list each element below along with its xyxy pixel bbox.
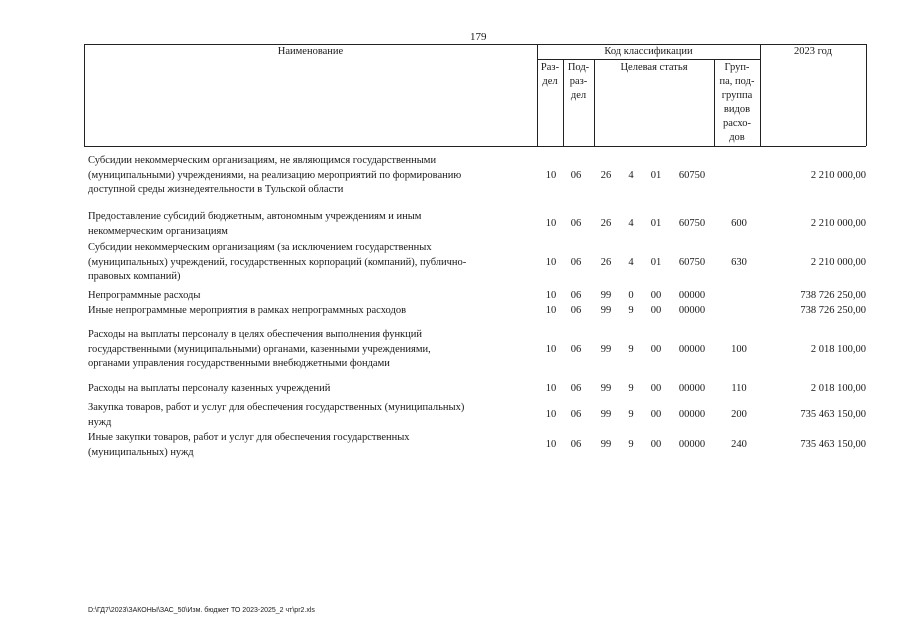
program-code-cell: 99	[600, 290, 612, 301]
program-code-cell: 26	[600, 218, 612, 230]
amount-2023-cell: 2 018 100,00	[810, 383, 866, 394]
direction-code-cell: 00000	[678, 439, 706, 451]
row-name	[88, 210, 533, 239]
main-event-code-cell: 01	[650, 169, 662, 181]
podrazdel-cell: 06	[570, 383, 582, 394]
main-event-code-cell: 00	[650, 439, 662, 451]
amount-2023-cell: 2 210 000,00	[810, 256, 866, 268]
row-name-line: Иные закупки товаров, работ и услуг для обеспечения государственных	[88, 432, 410, 443]
podrazdel-cell: 06	[570, 169, 582, 181]
podrazdel-cell: 06	[570, 256, 582, 268]
subprogram-code-cell: 9	[628, 343, 634, 355]
row-name	[88, 328, 533, 372]
row-name	[88, 289, 533, 304]
row-name-line: Субсидии некоммерческим организациям, не являющимся государственными	[88, 155, 437, 166]
page-number: 179	[470, 31, 487, 43]
row-name-line: правовых компаний)	[88, 271, 181, 282]
program-code-cell: 99	[600, 409, 612, 421]
razdel-cell: 10	[545, 169, 557, 181]
expense-type-cell: 110	[731, 383, 747, 394]
row-name-line: Расходы на выплаты персоналу в целях обеспечения выполнения функций	[88, 329, 423, 340]
row-name-line: Иные непрограммные мероприятия в рамках непрограммных расходов	[88, 305, 407, 316]
program-code-cell: 26	[600, 256, 612, 268]
row-name-line: (муниципальных) учреждений, государственных корпораций (компаний), публично-	[88, 256, 467, 268]
table-row	[0, 154, 905, 198]
amount-2023-cell: 735 463 150,00	[800, 439, 866, 451]
razdel-cell: 10	[545, 383, 557, 394]
row-name-line: некоммерческим организациям	[88, 225, 228, 237]
row-name	[88, 382, 533, 397]
amount-2023-cell: 2 210 000,00	[810, 169, 866, 181]
table-row	[0, 382, 905, 397]
podrazdel-cell: 06	[570, 290, 582, 301]
amount-2023-cell: 738 726 250,00	[800, 305, 866, 316]
subprogram-code-cell: 9	[628, 409, 634, 421]
podrazdel-cell: 06	[570, 439, 582, 451]
header-target-article: Целевая статья	[620, 62, 688, 73]
amount-2023-cell: 2 018 100,00	[810, 343, 866, 355]
header-code: Код классификации	[604, 46, 693, 57]
subprogram-code-cell: 9	[628, 439, 634, 451]
razdel-cell: 10	[545, 290, 557, 301]
row-name-line: доступной среды жизнедеятельности в Тульской области	[88, 184, 344, 195]
main-event-code-cell: 00	[650, 343, 662, 355]
row-name-line: Расходы на выплаты персоналу казенных учреждений	[88, 383, 331, 394]
row-name	[88, 431, 533, 460]
row-name	[88, 154, 533, 198]
row-name-line: Закупка товаров, работ и услуг для обеспечения государственных (муниципальных)	[88, 402, 465, 413]
podrazdel-cell: 06	[570, 343, 582, 355]
table-row	[0, 431, 905, 460]
table-row	[0, 289, 905, 304]
program-code-cell: 99	[600, 439, 612, 451]
row-name-line: органами управления государственными внебюджетными фондами	[88, 358, 390, 369]
row-name-line: Субсидии некоммерческим организациям (за исключением государственных	[88, 242, 432, 253]
expense-type-cell: 240	[731, 439, 747, 451]
subprogram-code-cell: 4	[628, 169, 634, 181]
row-name	[88, 401, 533, 430]
subprogram-code-cell: 4	[628, 256, 634, 268]
row-name	[88, 241, 533, 285]
main-event-code-cell: 00	[650, 409, 662, 421]
razdel-cell: 10	[545, 218, 557, 230]
main-event-code-cell: 01	[650, 256, 662, 268]
table-row	[0, 210, 905, 239]
header-name: Наименование	[277, 46, 344, 57]
header-year: 2023 год	[794, 46, 832, 57]
direction-code-cell: 00000	[678, 343, 706, 355]
row-name	[88, 304, 533, 319]
program-code-cell: 26	[600, 169, 612, 181]
table-row	[0, 304, 905, 319]
direction-code-cell: 60750	[678, 218, 706, 230]
row-name-line: Предоставление субсидий бюджетным, автономным учреждениям и иным	[88, 211, 422, 222]
expense-type-cell: 600	[731, 218, 747, 230]
razdel-cell: 10	[545, 409, 557, 421]
amount-2023-cell: 2 210 000,00	[810, 218, 866, 230]
podrazdel-cell: 06	[570, 218, 582, 230]
row-name-line: (муниципальных) нужд	[88, 446, 194, 458]
razdel-cell: 10	[545, 305, 557, 316]
subprogram-code-cell: 9	[628, 383, 634, 394]
podrazdel-cell: 06	[570, 409, 582, 421]
main-event-code-cell: 00	[650, 383, 662, 394]
direction-code-cell: 00000	[678, 383, 706, 394]
subprogram-code-cell: 0	[628, 290, 634, 301]
direction-code-cell: 60750	[678, 256, 706, 268]
program-code-cell: 99	[600, 305, 612, 316]
amount-2023-cell: 738 726 250,00	[800, 290, 866, 301]
table-row	[0, 401, 905, 430]
direction-code-cell: 00000	[678, 290, 706, 301]
direction-code-cell: 00000	[678, 409, 706, 421]
main-event-code-cell: 01	[650, 218, 662, 230]
subprogram-code-cell: 4	[628, 218, 634, 230]
row-name-line: государственными (муниципальными) органами, казенными учреждениями,	[88, 343, 431, 355]
direction-code-cell: 60750	[678, 169, 706, 181]
table-row	[0, 241, 905, 285]
row-name-line: (муниципальными) учреждениями, на реализацию мероприятий по формированию	[88, 169, 462, 181]
main-event-code-cell: 00	[650, 290, 662, 301]
expense-type-cell: 100	[731, 343, 747, 355]
direction-code-cell: 00000	[678, 305, 706, 316]
row-name-line: Непрограммные расходы	[88, 290, 201, 301]
table-row	[0, 328, 905, 372]
expense-type-cell: 630	[731, 256, 747, 268]
program-code-cell: 99	[600, 383, 612, 394]
subprogram-code-cell: 9	[628, 305, 634, 316]
expense-type-cell: 200	[731, 409, 747, 421]
program-code-cell: 99	[600, 343, 612, 355]
razdel-cell: 10	[545, 343, 557, 355]
main-event-code-cell: 00	[650, 305, 662, 316]
razdel-cell: 10	[545, 439, 557, 451]
row-name-line: нужд	[88, 416, 112, 428]
razdel-cell: 10	[545, 256, 557, 268]
podrazdel-cell: 06	[570, 305, 582, 316]
file-path-footer: D:\ГД7\2023\ЗАКОНЫ\ЗАС_50\Изм. бюджет ТО 2023-2025_2 чт\pr2.xls	[88, 607, 315, 614]
amount-2023-cell: 735 463 150,00	[800, 409, 866, 421]
